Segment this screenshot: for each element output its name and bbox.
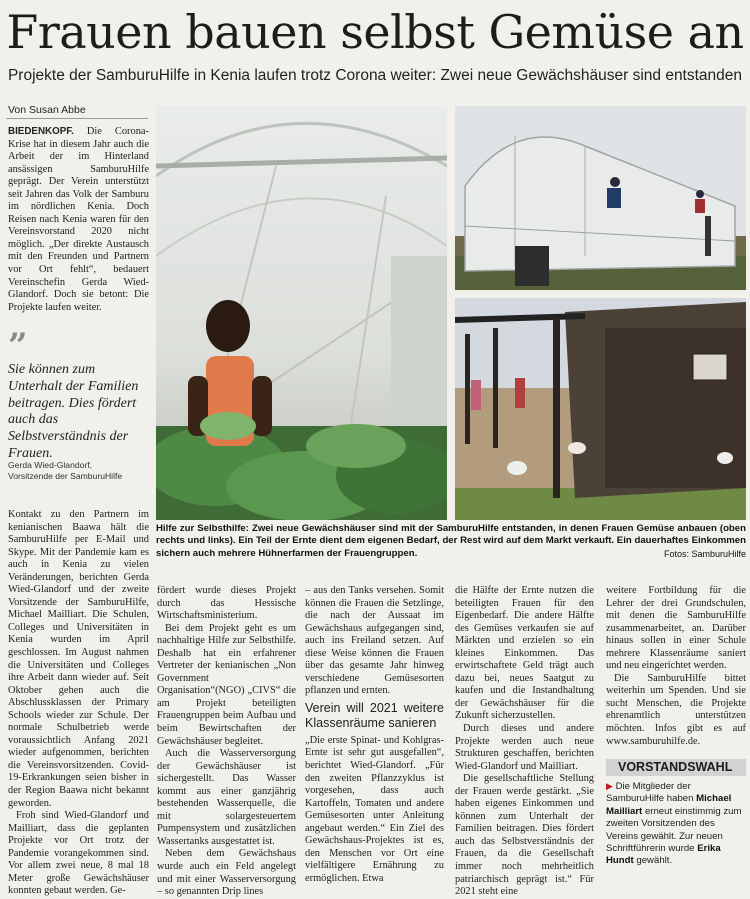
col2-paragraph-3: Auch die Wasserversorgung der Gewächshäuser ist sichergestellt. Das Wasser kommt aus einer ganzjährig bestehenden Wasserquelle, die mit solargesteuertem Pumpensystem und zusätzlichen Wassertanks ausgestattet ist. <box>157 748 296 847</box>
column-1-body <box>8 509 149 898</box>
column-1-lead <box>8 126 149 314</box>
col3-paragraph-1: – aus den Tanks versehen. Somit können die Frauen die Setzlinge, die nach der Aussaat im Gewächshaus aufgegangen sind, auch ins Freiland setzen. Auf diese Weise können die Frauen über das gesamte Jahr hinweg verschiedene Gemüsesorten pflanzen und ernten. <box>305 585 444 697</box>
section-subhead: Verein will 2021 weitere Klassenräume sanieren <box>305 700 444 730</box>
sidebar-name-1: Michael Mailliart <box>606 793 732 817</box>
column-3-body <box>305 585 444 885</box>
col4-paragraph-2: Durch dieses und andere Projekte werden auch neue Strukturen geschaffen, berichten Wied-Glandorf und Mailliart. <box>455 723 594 772</box>
col2-paragraph-4: Neben dem Gewächshaus wurde auch ein Feld angelegt und mit einer Wasserversorgung – so genannten Drip lines <box>157 848 296 898</box>
bullet-triangle-icon: ▶ <box>606 781 613 791</box>
sidebar-name-2: Erika Hundt <box>606 843 721 867</box>
sidebar-title: VORSTANDSWAHL <box>606 759 746 776</box>
photo-greenhouse-exterior <box>455 106 746 290</box>
pull-quote: Sie können zum Unterhalt der Familien beitragen. Dies fördert auch das Selbstverständnis der Frauen. <box>8 362 139 461</box>
sidebar-text-2: erneut einstimmig zum zweiten Vorsitzenden des Vereins gewählt. Zur neuen Schriftführerin wurde <box>606 805 742 855</box>
lead-text: Die Corona-Krise hat in diesem Jahr auch die Arbeit der im Hinterland ansässigen SamburuHilfe geprägt. Der Verein unterstützt seit Jahren das Volk der Samburu im nördlichen Kenia. Doch Reisen nach Kenia waren für den Vereinsvorstand 2020 nicht möglich. „Der direkte Austausch mit den Freunden und Partnern vor Ort fehlt“, bedauert Vereinschefin Gerda Wied-Glandorf. Doch sie betont: Die Projekte laufen weiter. <box>8 126 149 313</box>
quote-mark-icon: ” <box>8 326 28 366</box>
col1-paragraph-2: Froh sind Wied-Glandorf und Mailliart, dass die geplanten Projekte vor Ort trotz der Pandemie vorangekommen sind. Vor allem zwei neue, 8 mal 18 Meter große Gewächshäuser konnten gebaut werden. Ge- <box>8 810 149 897</box>
col5-paragraph-2: Die SamburuHilfe bittet weiterhin um Spenden. Und sie sucht Menschen, die Projekte ehrenamtlich unterstützen möchten. Infos gibt es auf www.samburuhilfe.de. <box>606 672 746 747</box>
quote-attribution <box>8 460 153 482</box>
col5-paragraph-1: weitere Fortbildung für die Lehrer der drei Grundschulen, mit denen die SamburuHilfe zusammenarbeitet, an. Darüber hinaus sollen in einer Schule mehrere Klassenräume saniert und neu eingerichtet werden. <box>606 585 746 672</box>
sidebar-text-3: gewählt. <box>636 855 673 867</box>
col2-paragraph-1: fördert wurde dieses Projekt durch das Hessische Wirtschaftsministerium. <box>157 585 296 622</box>
caption-text: Hilfe zur Selbsthilfe: Zwei neue Gewächshäuser sind mit der SamburuHilfe entstanden, in denen Frauen Gemüse anbauen (oben rechts und links). Ein Teil der Ernte dient dem eigenen Bedarf, der Rest wird auf dem Markt verkauft. Ein dauerhaftes Einkommen sichern auch mehrere Hühnerfarmen der Frauengruppen. <box>156 523 746 559</box>
photo-caption <box>156 523 746 560</box>
col4-paragraph-3: Die gesellschaftliche Stellung der Frauen werde gestärkt. „Sie haben eigenes Einkommen und können zum Unterhalt der Familien beitragen. Dies fördert auch das Selbstverständnis der Frauen, da die Gesellschaft immer noch mehrheitlich patriarchisch geprägt ist.“ Für 2021 steht eine <box>455 773 594 898</box>
col1-paragraph-1: Kontakt zu den Partnern im kenianischen Baawa hält die SamburuHilfe per E-Mail und Skype. Mit der Pandemie kam es auch in Kenia zu vielen Veränderungen, berichten Gerda Wied-Glandorf und der zweite Vorsitzende der SamburuHilfe, Michael Mailliart. Die Schulen, Colleges und Universitäten in Kenia wurden im April geschlossen. Im August nahmen die Universitäten und Colleges ihre Arbeit dann wieder auf. Seit Oktober gehen auch die Abschlussklassen der Primary Schools wieder zur Schule. Der normale Schulbetrieb werde voraussichtlich Anfang 2021 wieder aufgenommen, berichten die Vereinsvorsitzenden. Covid-19-Erkrankungen seien bisher in der Region Baawa nicht bekannt geworden. <box>8 509 149 809</box>
dateline: BIEDENKOPF. <box>8 126 74 137</box>
byline: Von Susan Abbe <box>8 104 86 116</box>
column-2-body <box>157 585 296 899</box>
photo-credit: Fotos: SamburuHilfe <box>663 548 746 559</box>
byline-rule <box>6 118 148 119</box>
sidebar-text-1: Die Mitglieder der SamburuHilfe haben <box>606 781 694 805</box>
photo-greenhouse-interior <box>156 106 447 520</box>
column-4-body <box>455 585 594 899</box>
col3-paragraph-2: „Die erste Spinat- und Kohlgras-Ernte ist sehr gut ausgefallen“, berichtet Wied-Glandorf. „Für den zweiten Pflanzzyklus ist vorgesehen, dass auch Kartoffeln, Tomaten und andere Gemüsesorten unter Anleitung angebaut werden.“ Ein Ziel des Gewächshaus-Projektes ist es, den Menschen vor Ort eine vielfältigere Ernährung zu ermöglichen. Etwa <box>305 734 444 884</box>
photo-chicken-farm <box>455 298 746 520</box>
column-5-body <box>606 585 746 748</box>
quote-role: Vorsitzende der SamburuHilfe <box>8 471 123 481</box>
subheadline: Projekte der SamburuHilfe in Kenia laufen trotz Corona weiter: Zwei neue Gewächshäuser sind entstanden <box>7 67 743 84</box>
quote-name: Gerda Wied-Glandorf, <box>8 460 93 470</box>
col4-paragraph-1: die Hälfte der Ernte nutzen die beteiligten Frauen für den Eigenbedarf. Die andere Hälfte des Gemüses verkaufen sie auf Märkten und erzielen so ein kleines Einkommen. Das erwirtschaftete Geld trägt auch dazu bei, neues Saatgut zu kaufen und die Instandhaltung der Gewächshäuser für die Zukunft sicherzustellen. <box>455 585 594 722</box>
greenhouse-exterior-image <box>455 106 746 290</box>
chicken-farm-image <box>455 298 746 520</box>
headline: Frauen bauen selbst Gemüse an <box>6 5 744 59</box>
sidebar-text <box>606 780 746 868</box>
col2-paragraph-2: Bei dem Projekt geht es um nachhaltige Hilfe zur Selbsthilfe. Deshalb hat ein erfahrener Vertreter der kenianischen „Non Government Organisation“(NGO) „CIVS“ die am Projekt beteiligten Frauengruppen beim Aufbau und beim Bewirtschaften der Gewächshäuser begleitet. <box>157 622 296 747</box>
greenhouse-interior-image <box>156 106 447 520</box>
